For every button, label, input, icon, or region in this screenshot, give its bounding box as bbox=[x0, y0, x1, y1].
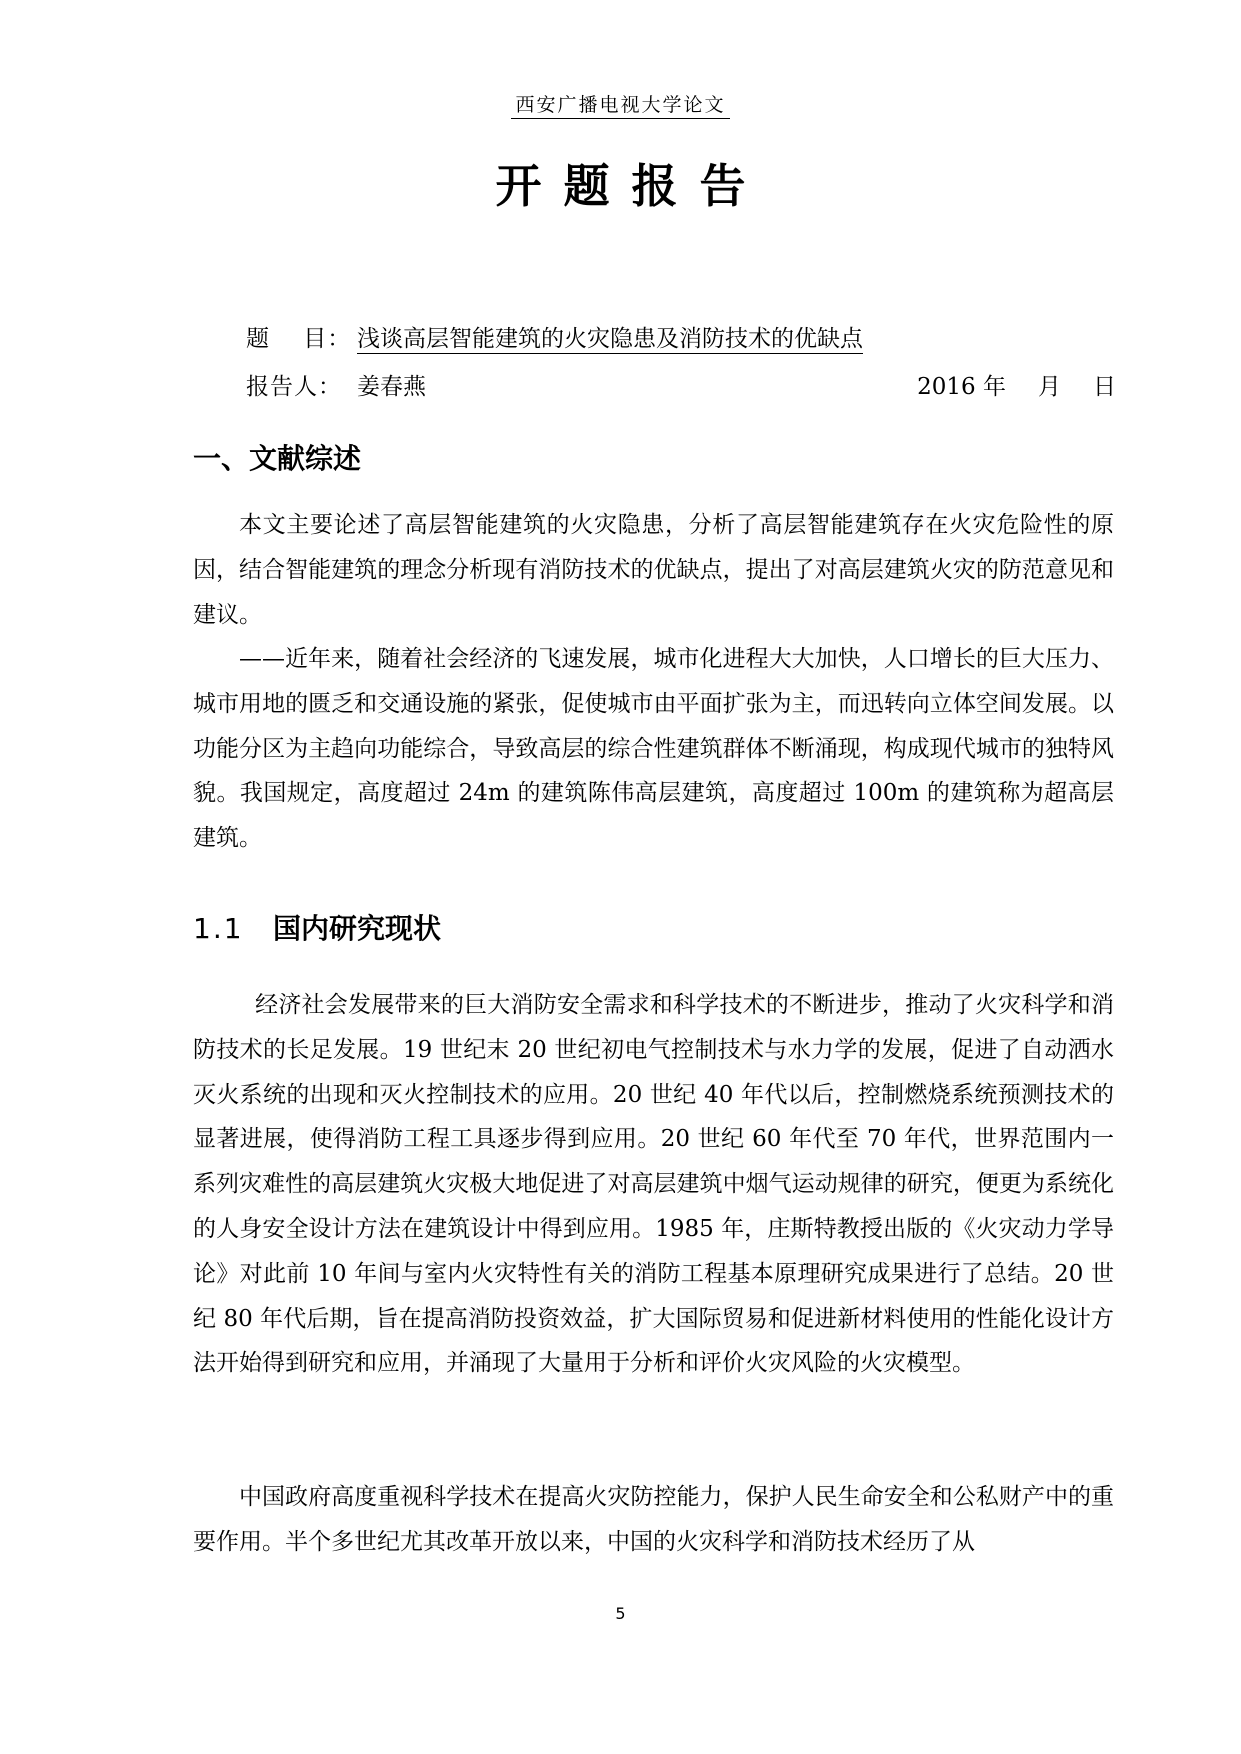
date-day: 日 bbox=[1093, 374, 1116, 400]
page-number: 5 bbox=[615, 1604, 626, 1623]
date-month: 月 bbox=[1038, 374, 1061, 400]
subsection-number: 1.1 bbox=[193, 912, 244, 945]
subsection-paragraph bbox=[193, 983, 1114, 1386]
reporter-label: 报告人： bbox=[246, 374, 342, 400]
paragraph-text: 中国政府高度重视科学技术在提高火灾防控能力，保护人民生命安全和公私财产中的重要作用。半个多世纪尤其改革开放以来，中国的火灾科学和消防技术经历了从 bbox=[193, 1484, 1114, 1555]
document-title: 开题报告 bbox=[495, 159, 768, 213]
subsection-title: 国内研究现状 bbox=[273, 912, 442, 945]
paragraph-text: 本文主要论述了高层智能建筑的火灾隐患，分析了高层智能建筑存在火灾危险性的原因，结合智能建筑的理念分析现有消防技术的优缺点，提出了对高层建筑火灾的防范意见和建议。 bbox=[193, 512, 1114, 628]
date-year: 2016 年 bbox=[917, 374, 1006, 400]
running-header-text: 西安广播电视大学论文 bbox=[511, 90, 729, 119]
section1-paragraph bbox=[193, 637, 1114, 861]
subsection-paragraph bbox=[193, 1475, 1114, 1565]
section-heading-literature-review: 一、文献综述 bbox=[193, 442, 362, 475]
reporter-value: 姜春燕 bbox=[357, 374, 426, 400]
reporter-row bbox=[246, 368, 426, 401]
paragraph-text: ——近年来，随着社会经济的飞速发展，城市化进程大大加快，人口增长的巨大压力、城市用地的匮乏和交通设施的紧张，促使城市由平面扩张为主，而迅转向立体空间发展。以功能分区为主趋向功能综合，导致高层的综合性建筑群体不断涌现，构成现代城市的独特风貌。我国规定，高度超过 24m 的建筑陈伟高层建筑，高度超过 100m 的建筑称为超高层建筑。 bbox=[193, 646, 1114, 852]
subject-row bbox=[246, 320, 863, 353]
subject-value: 浅谈高层智能建筑的火灾隐患及消防技术的优缺点 bbox=[357, 326, 863, 352]
paragraph-text: 经济社会发展带来的巨大消防安全需求和科学技术的不断进步，推动了火灾科学和消防技术的长足发展。19 世纪末 20 世纪初电气控制技术与水力学的发展，促进了自动洒水灭火系统的出现和灭火控制技术的应用。20 世纪 40 年代以后，控制燃烧系统预测技术的显著进展，使得消防工程工具逐步得到应用。20 世纪 60 年代至 70 年代，世界范围内一系列灾难性的高层建筑火灾极大地促进了对高层建筑中烟气运动规律的研究，便更为系统化的人身安全设计方法在建筑设计中得到应用。1985 年，庄斯特教授出版的《火灾动力学导论》对此前 10 年间与室内火灾特性有关的消防工程基本原理研究成果进行了总结。20 世纪 80 年代后期，旨在提高消防投资效益，扩大国际贸易和促进新材料使用的性能化设计方法开始得到研究和应用，并涌现了大量用于分析和评价火灾风险的火灾模型。 bbox=[193, 992, 1114, 1377]
running-header bbox=[0, 90, 1241, 119]
report-date bbox=[917, 368, 1116, 401]
subsection-heading-domestic-research bbox=[193, 907, 441, 947]
subject-label: 题 目： bbox=[246, 326, 352, 352]
section1-paragraph bbox=[193, 503, 1114, 637]
